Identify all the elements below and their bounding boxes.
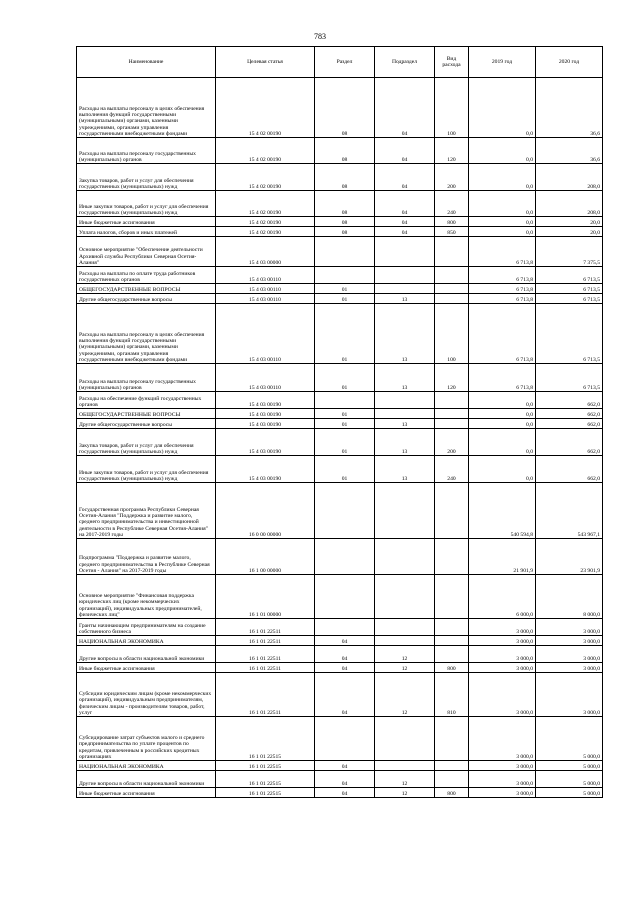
row-name-cell: Субсидии юридическим лицам (кроме некоммерческих организаций), индивидуальным предпринимателям, физическим лицам - производителям товаров, работ, услуг — [77, 673, 216, 717]
row-name-cell: Уплата налогов, сборов и иных платежей — [77, 227, 216, 237]
row-2019-cell: 6 713,8 — [469, 304, 536, 364]
row-subsection-cell: 13 — [375, 294, 435, 304]
row-section-cell — [315, 392, 375, 409]
table-row — [77, 673, 603, 717]
row-subsection-cell: 13 — [375, 456, 435, 483]
row-2020-cell: 3 000,0 — [536, 619, 603, 636]
row-name-cell: Другие общегосударственные вопросы — [77, 294, 216, 304]
row-expense-type-cell: 800 — [435, 788, 469, 798]
row-expense-type-cell: 850 — [435, 227, 469, 237]
row-section-cell: 01 — [315, 304, 375, 364]
row-2020-cell: 543 967,1 — [536, 483, 603, 539]
table-row — [77, 419, 603, 429]
row-expense-type-cell — [435, 646, 469, 663]
row-2020-cell: 6 713,5 — [536, 364, 603, 392]
row-name-cell: Другие общегосударственные вопросы — [77, 419, 216, 429]
row-name-cell: Другие вопросы в области национальной экономики — [77, 771, 216, 788]
row-name-cell: Расходы на выплаты персоналу в целях обеспечения выполнения функций государственными (муниципальными) органами, казенными учреждениями, органами управления государственными внебюджетными фондами — [77, 78, 216, 138]
row-name-cell: НАЦИОНАЛЬНАЯ ЭКОНОМИКА — [77, 636, 216, 646]
row-2019-cell: 21 901,9 — [469, 539, 536, 575]
row-section-cell: 08 — [315, 191, 375, 217]
row-section-cell: 04 — [315, 761, 375, 771]
row-2020-cell: 8 000,0 — [536, 575, 603, 619]
row-target-article-cell: 16 1 01 22515 — [216, 761, 315, 771]
row-subsection-cell — [375, 267, 435, 284]
row-expense-type-cell: 200 — [435, 164, 469, 191]
row-name-cell: Расходы на выплаты по оплате труда работников государственных органов — [77, 267, 216, 284]
row-section-cell: 04 — [315, 673, 375, 717]
table-row — [77, 429, 603, 456]
row-2019-cell: 6 713,8 — [469, 364, 536, 392]
row-subsection-cell — [375, 717, 435, 761]
row-target-article-cell: 15 4 03 00190 — [216, 392, 315, 409]
table-row — [77, 636, 603, 646]
row-expense-type-cell — [435, 636, 469, 646]
row-2019-cell: 6 713,8 — [469, 237, 536, 267]
table-row — [77, 267, 603, 284]
row-subsection-cell: 04 — [375, 217, 435, 227]
row-2019-cell: 0,0 — [469, 409, 536, 419]
row-2019-cell: 6 713,8 — [469, 294, 536, 304]
row-subsection-cell: 12 — [375, 663, 435, 673]
row-subsection-cell: 12 — [375, 771, 435, 788]
row-expense-type-cell — [435, 419, 469, 429]
row-subsection-cell: 04 — [375, 227, 435, 237]
row-subsection-cell — [375, 483, 435, 539]
row-subsection-cell — [375, 539, 435, 575]
table-row — [77, 575, 603, 619]
row-2020-cell: 3 000,0 — [536, 646, 603, 663]
row-2020-cell: 5 000,0 — [536, 788, 603, 798]
row-name-cell: Иные бюджетные ассигнования — [77, 217, 216, 227]
table-row — [77, 409, 603, 419]
row-2019-cell: 3 000,0 — [469, 717, 536, 761]
table-row — [77, 138, 603, 164]
row-section-cell: 08 — [315, 164, 375, 191]
table-row — [77, 237, 603, 267]
row-expense-type-cell: 240 — [435, 191, 469, 217]
table-row — [77, 164, 603, 191]
row-name-cell: Закупка товаров, работ и услуг для обеспечения государственных (муниципальных) нужд — [77, 164, 216, 191]
row-subsection-cell: 04 — [375, 191, 435, 217]
row-expense-type-cell — [435, 409, 469, 419]
row-expense-type-cell: 120 — [435, 364, 469, 392]
table-row — [77, 78, 603, 138]
row-target-article-cell: 16 1 00 00000 — [216, 539, 315, 575]
row-target-article-cell: 16 1 01 00000 — [216, 575, 315, 619]
row-subsection-cell: 13 — [375, 364, 435, 392]
row-section-cell: 01 — [315, 364, 375, 392]
row-section-cell: 01 — [315, 294, 375, 304]
row-name-cell: Государственная программа Республики Северная Осетия-Алания "Поддержка и развитие малого, среднего предпринимательства и инвестиционной деятельности в Республике Северная Осетия-Алания" на 2017-2019 годы — [77, 483, 216, 539]
row-target-article-cell: 16 1 01 22511 — [216, 663, 315, 673]
row-subsection-cell — [375, 619, 435, 636]
row-subsection-cell — [375, 575, 435, 619]
table-row — [77, 663, 603, 673]
table-row — [77, 483, 603, 539]
row-subsection-cell: 12 — [375, 673, 435, 717]
row-section-cell: 08 — [315, 217, 375, 227]
row-name-cell: Иные бюджетные ассигнования — [77, 788, 216, 798]
row-section-cell: 08 — [315, 138, 375, 164]
row-subsection-cell — [375, 392, 435, 409]
column-header-expense-type: Вид расхода — [435, 47, 469, 78]
row-expense-type-cell — [435, 575, 469, 619]
row-name-cell: Закупка товаров, работ и услуг для обеспечения государственных (муниципальных) нужд — [77, 429, 216, 456]
row-2019-cell: 3 000,0 — [469, 646, 536, 663]
table-row — [77, 227, 603, 237]
row-2020-cell: 662,0 — [536, 392, 603, 409]
row-2020-cell: 36,6 — [536, 138, 603, 164]
table-row — [77, 364, 603, 392]
row-2020-cell: 6 713,5 — [536, 267, 603, 284]
row-2020-cell: 5 000,0 — [536, 717, 603, 761]
row-expense-type-cell — [435, 284, 469, 294]
row-2020-cell: 662,0 — [536, 429, 603, 456]
row-target-article-cell: 16 1 01 22511 — [216, 673, 315, 717]
row-2019-cell: 3 000,0 — [469, 636, 536, 646]
row-expense-type-cell: 200 — [435, 429, 469, 456]
row-2020-cell: 662,0 — [536, 456, 603, 483]
row-2020-cell: 208,0 — [536, 164, 603, 191]
row-2020-cell: 6 713,5 — [536, 304, 603, 364]
row-subsection-cell — [375, 761, 435, 771]
row-target-article-cell: 15 4 03 00000 — [216, 237, 315, 267]
row-expense-type-cell: 100 — [435, 78, 469, 138]
page-number: 783 — [314, 32, 326, 41]
row-expense-type-cell — [435, 717, 469, 761]
row-expense-type-cell: 240 — [435, 456, 469, 483]
row-name-cell: Иные бюджетные ассигнования — [77, 663, 216, 673]
row-target-article-cell: 15 4 03 00110 — [216, 284, 315, 294]
row-section-cell — [315, 237, 375, 267]
row-2020-cell: 20,0 — [536, 217, 603, 227]
row-2019-cell: 0,0 — [469, 78, 536, 138]
column-header-2020: 2020 год — [536, 47, 603, 78]
row-2020-cell: 6 713,5 — [536, 294, 603, 304]
row-2019-cell: 0,0 — [469, 227, 536, 237]
row-target-article-cell: 16 1 01 22515 — [216, 788, 315, 798]
row-target-article-cell: 15 4 02 00190 — [216, 164, 315, 191]
row-2019-cell: 3 000,0 — [469, 761, 536, 771]
row-2019-cell: 3 000,0 — [469, 673, 536, 717]
row-section-cell: 01 — [315, 429, 375, 456]
row-2020-cell: 662,0 — [536, 409, 603, 419]
table-row — [77, 456, 603, 483]
row-section-cell: 04 — [315, 788, 375, 798]
row-name-cell: ОБЩЕГОСУДАРСТВЕННЫЕ ВОПРОСЫ — [77, 284, 216, 294]
row-name-cell: ОБЩЕГОСУДАРСТВЕННЫЕ ВОПРОСЫ — [77, 409, 216, 419]
table-row — [77, 788, 603, 798]
row-section-cell — [315, 539, 375, 575]
row-name-cell: Основное мероприятие "Финансовая поддержка юридических лиц (кроме некоммерческих организаций), индивидуальных предпринимателей, физических лиц" — [77, 575, 216, 619]
table-row — [77, 217, 603, 227]
row-section-cell: 01 — [315, 456, 375, 483]
table-row — [77, 191, 603, 217]
row-section-cell — [315, 619, 375, 636]
row-target-article-cell: 16 1 01 22515 — [216, 717, 315, 761]
row-section-cell: 08 — [315, 227, 375, 237]
row-2019-cell: 0,0 — [469, 138, 536, 164]
budget-table — [76, 46, 603, 798]
row-section-cell: 04 — [315, 771, 375, 788]
row-2020-cell: 23 901,9 — [536, 539, 603, 575]
row-target-article-cell: 15 4 02 00190 — [216, 191, 315, 217]
row-2019-cell: 540 594,8 — [469, 483, 536, 539]
row-name-cell: Основное мероприятие "Обеспечение деятельности Архивной службы Республики Северная Осетия-Алания" — [77, 237, 216, 267]
row-expense-type-cell: 800 — [435, 217, 469, 227]
row-2020-cell: 20,0 — [536, 227, 603, 237]
table-row — [77, 761, 603, 771]
row-section-cell: 04 — [315, 663, 375, 673]
row-target-article-cell: 15 4 02 00190 — [216, 78, 315, 138]
row-2020-cell: 208,0 — [536, 191, 603, 217]
row-target-article-cell: 15 4 03 00110 — [216, 294, 315, 304]
row-2020-cell: 3 000,0 — [536, 673, 603, 717]
row-expense-type-cell — [435, 539, 469, 575]
row-section-cell — [315, 267, 375, 284]
table-row — [77, 294, 603, 304]
row-section-cell — [315, 717, 375, 761]
row-name-cell: Расходы на обеспечение функций государственных органов — [77, 392, 216, 409]
row-expense-type-cell — [435, 392, 469, 409]
row-name-cell: Расходы на выплаты персоналу государственных (муниципальных) органов — [77, 364, 216, 392]
row-2019-cell: 0,0 — [469, 217, 536, 227]
row-target-article-cell: 15 4 02 00190 — [216, 217, 315, 227]
row-target-article-cell: 16 0 00 00000 — [216, 483, 315, 539]
row-name-cell: НАЦИОНАЛЬНАЯ ЭКОНОМИКА — [77, 761, 216, 771]
table-row — [77, 539, 603, 575]
column-header-name: Наименование — [77, 47, 216, 78]
row-2019-cell: 0,0 — [469, 164, 536, 191]
row-subsection-cell — [375, 636, 435, 646]
row-section-cell: 01 — [315, 284, 375, 294]
row-2020-cell: 36,6 — [536, 78, 603, 138]
row-name-cell: Расходы на выплаты персоналу государственных (муниципальных) органов — [77, 138, 216, 164]
row-2019-cell: 0,0 — [469, 392, 536, 409]
row-section-cell: 01 — [315, 409, 375, 419]
row-target-article-cell: 16 1 01 22511 — [216, 636, 315, 646]
row-2020-cell: 5 000,0 — [536, 771, 603, 788]
row-2019-cell: 3 000,0 — [469, 788, 536, 798]
row-target-article-cell: 16 1 01 22511 — [216, 646, 315, 663]
row-section-cell — [315, 483, 375, 539]
row-target-article-cell: 16 1 01 22515 — [216, 771, 315, 788]
row-subsection-cell: 04 — [375, 164, 435, 191]
row-2019-cell: 6 000,0 — [469, 575, 536, 619]
row-2020-cell: 3 000,0 — [536, 663, 603, 673]
row-section-cell: 08 — [315, 78, 375, 138]
row-name-cell: Расходы на выплаты персоналу в целях обеспечения выполнения функций государственными (муниципальными) органами, казенными учреждениями, органами управления государственными внебюджетными фондами — [77, 304, 216, 364]
row-2019-cell: 0,0 — [469, 191, 536, 217]
row-target-article-cell: 15 4 03 00190 — [216, 419, 315, 429]
row-section-cell — [315, 575, 375, 619]
row-2020-cell: 7 375,5 — [536, 237, 603, 267]
row-2020-cell: 3 000,0 — [536, 636, 603, 646]
row-2019-cell: 3 000,0 — [469, 619, 536, 636]
row-subsection-cell: 04 — [375, 138, 435, 164]
table-row — [77, 392, 603, 409]
column-header-target-article: Целевая статья — [216, 47, 315, 78]
row-2019-cell: 3 000,0 — [469, 663, 536, 673]
row-2019-cell: 0,0 — [469, 456, 536, 483]
table-row — [77, 284, 603, 294]
row-subsection-cell: 12 — [375, 646, 435, 663]
row-target-article-cell: 15 4 03 00190 — [216, 429, 315, 456]
row-subsection-cell: 13 — [375, 304, 435, 364]
row-expense-type-cell — [435, 267, 469, 284]
row-subsection-cell: 12 — [375, 788, 435, 798]
row-section-cell: 04 — [315, 636, 375, 646]
table-body — [77, 78, 603, 798]
row-target-article-cell: 15 4 02 00190 — [216, 227, 315, 237]
row-name-cell: Другие вопросы в области национальной экономики — [77, 646, 216, 663]
column-header-subsection: Подраздел — [375, 47, 435, 78]
row-name-cell: Гранты начинающим предпринимателям на создание собственного бизнеса — [77, 619, 216, 636]
row-target-article-cell: 15 4 03 00110 — [216, 364, 315, 392]
row-2020-cell: 662,0 — [536, 419, 603, 429]
column-header-2019: 2019 год — [469, 47, 536, 78]
table-row — [77, 771, 603, 788]
row-expense-type-cell: 120 — [435, 138, 469, 164]
row-expense-type-cell: 100 — [435, 304, 469, 364]
row-2019-cell: 6 713,8 — [469, 284, 536, 294]
table-row — [77, 619, 603, 636]
row-subsection-cell: 13 — [375, 429, 435, 456]
row-section-cell: 01 — [315, 419, 375, 429]
row-expense-type-cell: 810 — [435, 673, 469, 717]
row-subsection-cell: 04 — [375, 78, 435, 138]
row-2019-cell: 0,0 — [469, 419, 536, 429]
row-name-cell: Иные закупки товаров, работ и услуг для обеспечения государственных (муниципальных) нужд — [77, 191, 216, 217]
row-expense-type-cell — [435, 294, 469, 304]
row-expense-type-cell: 800 — [435, 663, 469, 673]
row-2019-cell: 0,0 — [469, 429, 536, 456]
row-expense-type-cell — [435, 619, 469, 636]
row-subsection-cell — [375, 237, 435, 267]
row-expense-type-cell — [435, 761, 469, 771]
row-2019-cell: 3 000,0 — [469, 771, 536, 788]
row-2020-cell: 5 000,0 — [536, 761, 603, 771]
row-target-article-cell: 16 1 01 22511 — [216, 619, 315, 636]
row-target-article-cell: 15 4 03 00110 — [216, 304, 315, 364]
row-expense-type-cell — [435, 483, 469, 539]
table-row — [77, 717, 603, 761]
column-header-section: Раздел — [315, 47, 375, 78]
row-2020-cell: 6 713,5 — [536, 284, 603, 294]
row-section-cell: 04 — [315, 646, 375, 663]
row-target-article-cell: 15 4 02 00190 — [216, 138, 315, 164]
table-row — [77, 646, 603, 663]
row-target-article-cell: 15 4 03 00190 — [216, 409, 315, 419]
row-subsection-cell: 13 — [375, 419, 435, 429]
row-name-cell: Иные закупки товаров, работ и услуг для обеспечения государственных (муниципальных) нужд — [77, 456, 216, 483]
row-subsection-cell — [375, 409, 435, 419]
table-row — [77, 304, 603, 364]
row-subsection-cell — [375, 284, 435, 294]
row-expense-type-cell — [435, 771, 469, 788]
table-header-row — [77, 47, 603, 78]
row-expense-type-cell — [435, 237, 469, 267]
row-name-cell: Субсидирование затрат субъектов малого и среднего предпринимательства по уплате процентов по кредитам, привлеченным в российских кредитных организациях — [77, 717, 216, 761]
row-target-article-cell: 15 4 03 00110 — [216, 267, 315, 284]
row-name-cell: Подпрограмма "Поддержка и развитие малого, среднего предпринимательства в Республике Северная Осетия - Алания" на 2017-2019 годы — [77, 539, 216, 575]
row-2019-cell: 6 713,8 — [469, 267, 536, 284]
row-target-article-cell: 15 4 03 00190 — [216, 456, 315, 483]
